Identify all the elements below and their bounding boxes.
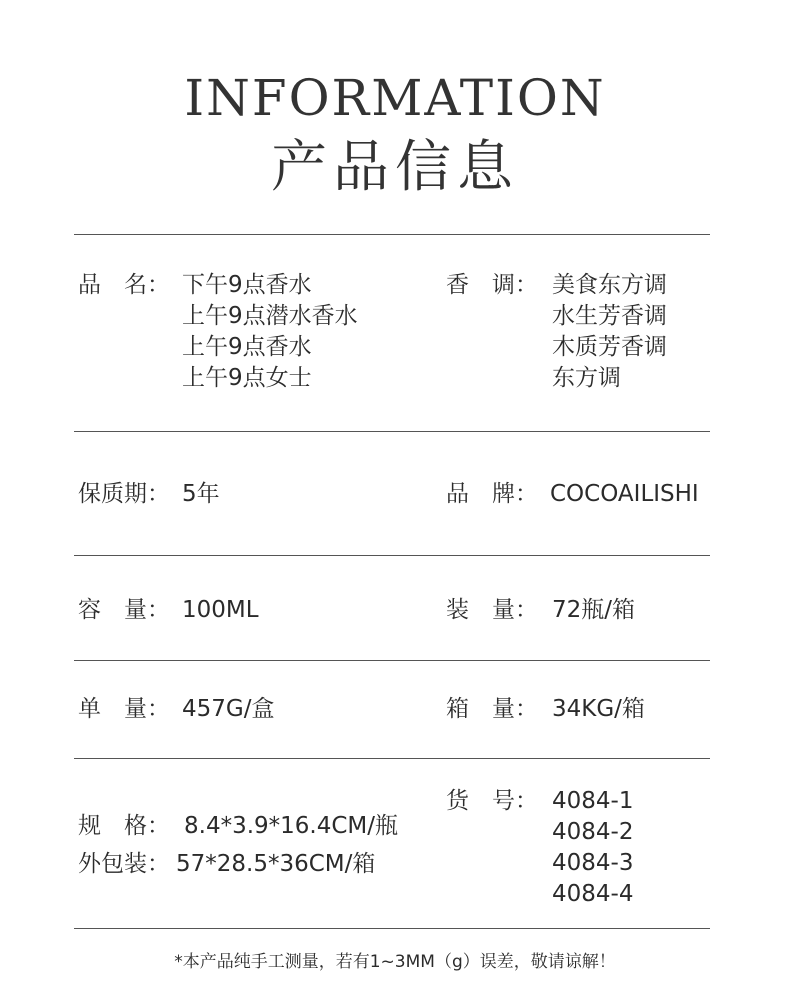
volume-value: 100ML [182,597,259,623]
divider [74,555,710,556]
divider [74,928,710,929]
divider [74,758,710,759]
name-value: 上午9点香水 [182,334,312,360]
title-chinese: 产品信息 [271,135,519,200]
item-number-label: 货 号： [446,788,538,814]
box-weight-value: 34KG/箱 [552,696,645,722]
divider [74,234,710,235]
size-value: 8.4*3.9*16.4CM/瓶 [184,813,399,839]
item-number-values [552,786,633,910]
divider [74,431,710,432]
name-value: 上午9点女士 [182,365,312,391]
name-label: 品 名： [78,272,170,298]
box-weight-label: 箱 量： [446,696,538,722]
unit-weight-value: 457G/盒 [182,696,275,722]
scent-value: 木质芳香调 [552,334,667,360]
name-value: 下午9点香水 [182,272,312,298]
scent-label: 香 调： [446,272,538,298]
brand-value: COCOAILISHI [550,481,699,507]
shelf-life-value: 5年 [182,481,220,507]
scent-value: 水生芳香调 [552,303,667,329]
brand-label: 品 牌： [446,481,538,507]
scent-values [552,270,667,394]
name-values [182,270,358,394]
title-english: INFORMATION [184,69,606,127]
volume-label: 容 量： [78,597,170,623]
scent-value: 美食东方调 [552,272,667,298]
unit-weight-label: 单 量： [78,696,170,722]
measurement-note: *本产品纯手工测量，若有1~3MM（g）误差，敬请谅解！ [174,952,616,972]
item-number-value: 4084-4 [552,881,634,907]
shelf-life-label: 保质期： [78,481,170,507]
outer-pack-value: 57*28.5*36CM/箱 [176,851,376,877]
outer-pack-label: 外包装： [78,851,170,877]
size-label: 规 格： [78,813,170,839]
name-value: 上午9点潜水香水 [182,303,358,329]
packing-value: 72瓶/箱 [552,597,636,623]
item-number-value: 4084-2 [552,819,634,845]
packing-label: 装 量： [446,597,538,623]
scent-value: 东方调 [552,365,621,391]
item-number-value: 4084-3 [552,850,634,876]
item-number-value: 4084-1 [552,788,634,814]
divider [74,660,710,661]
